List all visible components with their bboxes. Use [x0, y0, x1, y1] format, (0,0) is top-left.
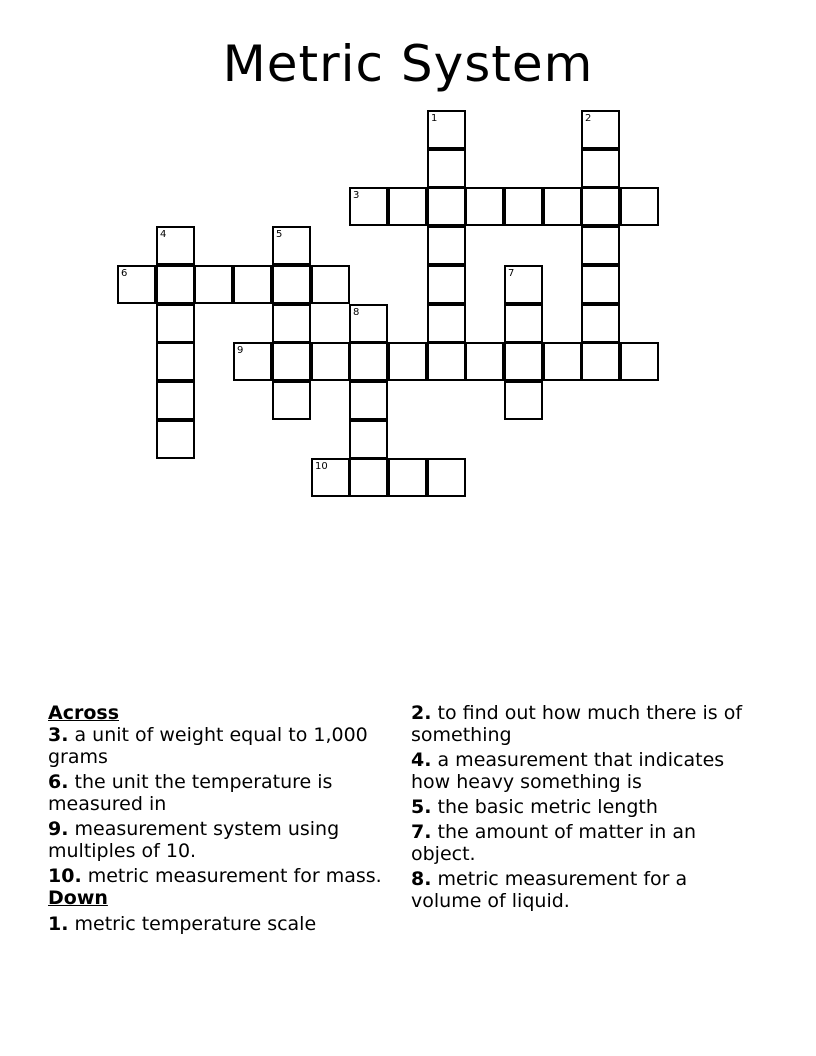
cell-number: 10	[315, 461, 328, 472]
crossword-cell[interactable]	[349, 420, 388, 459]
cell-number: 9	[237, 345, 244, 356]
crossword-cell[interactable]	[427, 458, 466, 497]
crossword-cell[interactable]	[272, 226, 311, 265]
clue-down-2	[411, 702, 756, 746]
crossword-cell[interactable]	[388, 342, 427, 381]
crossword-cell[interactable]	[388, 187, 427, 226]
clue-number: 6.	[48, 771, 69, 793]
crossword-cell[interactable]	[427, 149, 466, 188]
crossword-cell[interactable]	[233, 265, 272, 304]
clue-number: 7.	[411, 821, 432, 843]
crossword-cell[interactable]	[581, 187, 620, 226]
across-heading: Across	[48, 702, 120, 724]
clue-number: 9.	[48, 818, 69, 840]
clue-number: 3.	[48, 724, 69, 746]
crossword-cell[interactable]	[427, 110, 466, 149]
crossword-cell[interactable]	[311, 265, 350, 304]
cell-number: 1	[431, 113, 438, 124]
crossword-cell[interactable]	[427, 265, 466, 304]
crossword-cell[interactable]	[156, 381, 195, 420]
clue-across-9	[48, 818, 400, 862]
crossword-cell[interactable]	[465, 187, 504, 226]
cell-number: 2	[585, 113, 592, 124]
clue-text: to find out how much there is of something	[411, 702, 743, 746]
crossword-cell[interactable]	[543, 342, 582, 381]
clue-number: 4.	[411, 749, 432, 771]
crossword-cell[interactable]	[349, 458, 388, 497]
crossword-cell[interactable]	[427, 187, 466, 226]
crossword-cell[interactable]	[272, 265, 311, 304]
crossword-cell[interactable]	[465, 342, 504, 381]
crossword-cell[interactable]	[581, 149, 620, 188]
crossword-cell[interactable]	[427, 342, 466, 381]
clue-down-1	[48, 913, 400, 935]
clues-column-right	[411, 702, 756, 915]
crossword-cell[interactable]	[581, 342, 620, 381]
crossword-cell[interactable]	[349, 381, 388, 420]
clue-across-6	[48, 771, 400, 815]
page-title: Metric System	[222, 35, 594, 93]
cell-number: 7	[508, 268, 515, 279]
clue-number: 8.	[411, 868, 432, 890]
clue-text: metric measurement for mass.	[87, 865, 382, 887]
clue-down-7	[411, 821, 756, 865]
crossword-cell[interactable]	[117, 265, 156, 304]
crossword-cell[interactable]	[311, 342, 350, 381]
clue-text: a measurement that indicates how heavy something is	[411, 749, 725, 793]
crossword-cell[interactable]	[620, 342, 659, 381]
crossword-cell[interactable]	[620, 187, 659, 226]
clue-text: measurement system using multiples of 10.	[48, 818, 340, 862]
clue-text: the unit the temperature is measured in	[48, 771, 333, 815]
crossword-cell[interactable]	[581, 226, 620, 265]
cell-number: 4	[160, 229, 167, 240]
crossword-cell[interactable]	[504, 304, 543, 343]
crossword-cell[interactable]	[504, 381, 543, 420]
clue-number: 10.	[48, 865, 82, 887]
clue-text: the basic metric length	[437, 796, 658, 818]
cell-number: 8	[353, 307, 360, 318]
crossword-cell[interactable]	[349, 342, 388, 381]
crossword-cell[interactable]	[543, 187, 582, 226]
down-heading: Down	[48, 887, 108, 909]
clue-text: metric temperature scale	[74, 913, 317, 935]
cell-number: 5	[276, 229, 283, 240]
crossword-cell[interactable]	[311, 458, 350, 497]
clue-down-5	[411, 796, 756, 818]
crossword-cell[interactable]	[156, 342, 195, 381]
crossword-cell[interactable]	[233, 342, 272, 381]
crossword-cell[interactable]	[272, 304, 311, 343]
crossword-cell[interactable]	[427, 304, 466, 343]
crossword-cell[interactable]	[156, 304, 195, 343]
crossword-cell[interactable]	[581, 110, 620, 149]
clues-column-left	[48, 702, 400, 938]
clue-text: the amount of matter in an object.	[411, 821, 697, 865]
crossword-cell[interactable]	[272, 342, 311, 381]
crossword-cell[interactable]	[504, 342, 543, 381]
crossword-cell[interactable]	[156, 265, 195, 304]
clue-text: a unit of weight equal to 1,000 grams	[48, 724, 368, 768]
clue-text: metric measurement for a volume of liquid.	[411, 868, 688, 912]
clue-down-8	[411, 868, 756, 912]
clue-number: 5.	[411, 796, 432, 818]
crossword-cell[interactable]	[581, 265, 620, 304]
crossword-cell[interactable]	[581, 304, 620, 343]
crossword-cell[interactable]	[272, 381, 311, 420]
crossword-cell[interactable]	[427, 226, 466, 265]
crossword-cell[interactable]	[349, 187, 388, 226]
clue-down-4	[411, 749, 756, 793]
cell-number: 6	[121, 268, 128, 279]
clue-number: 1.	[48, 913, 69, 935]
crossword-cell[interactable]	[504, 187, 543, 226]
crossword-cell[interactable]	[349, 304, 388, 343]
crossword-cell[interactable]	[504, 265, 543, 304]
crossword-cell[interactable]	[388, 458, 427, 497]
crossword-cell[interactable]	[194, 265, 233, 304]
clue-number: 2.	[411, 702, 432, 724]
clue-across-3	[48, 724, 400, 768]
crossword-cell[interactable]	[156, 420, 195, 459]
crossword-cell[interactable]	[156, 226, 195, 265]
clue-across-10	[48, 865, 400, 887]
cell-number: 3	[353, 190, 360, 201]
